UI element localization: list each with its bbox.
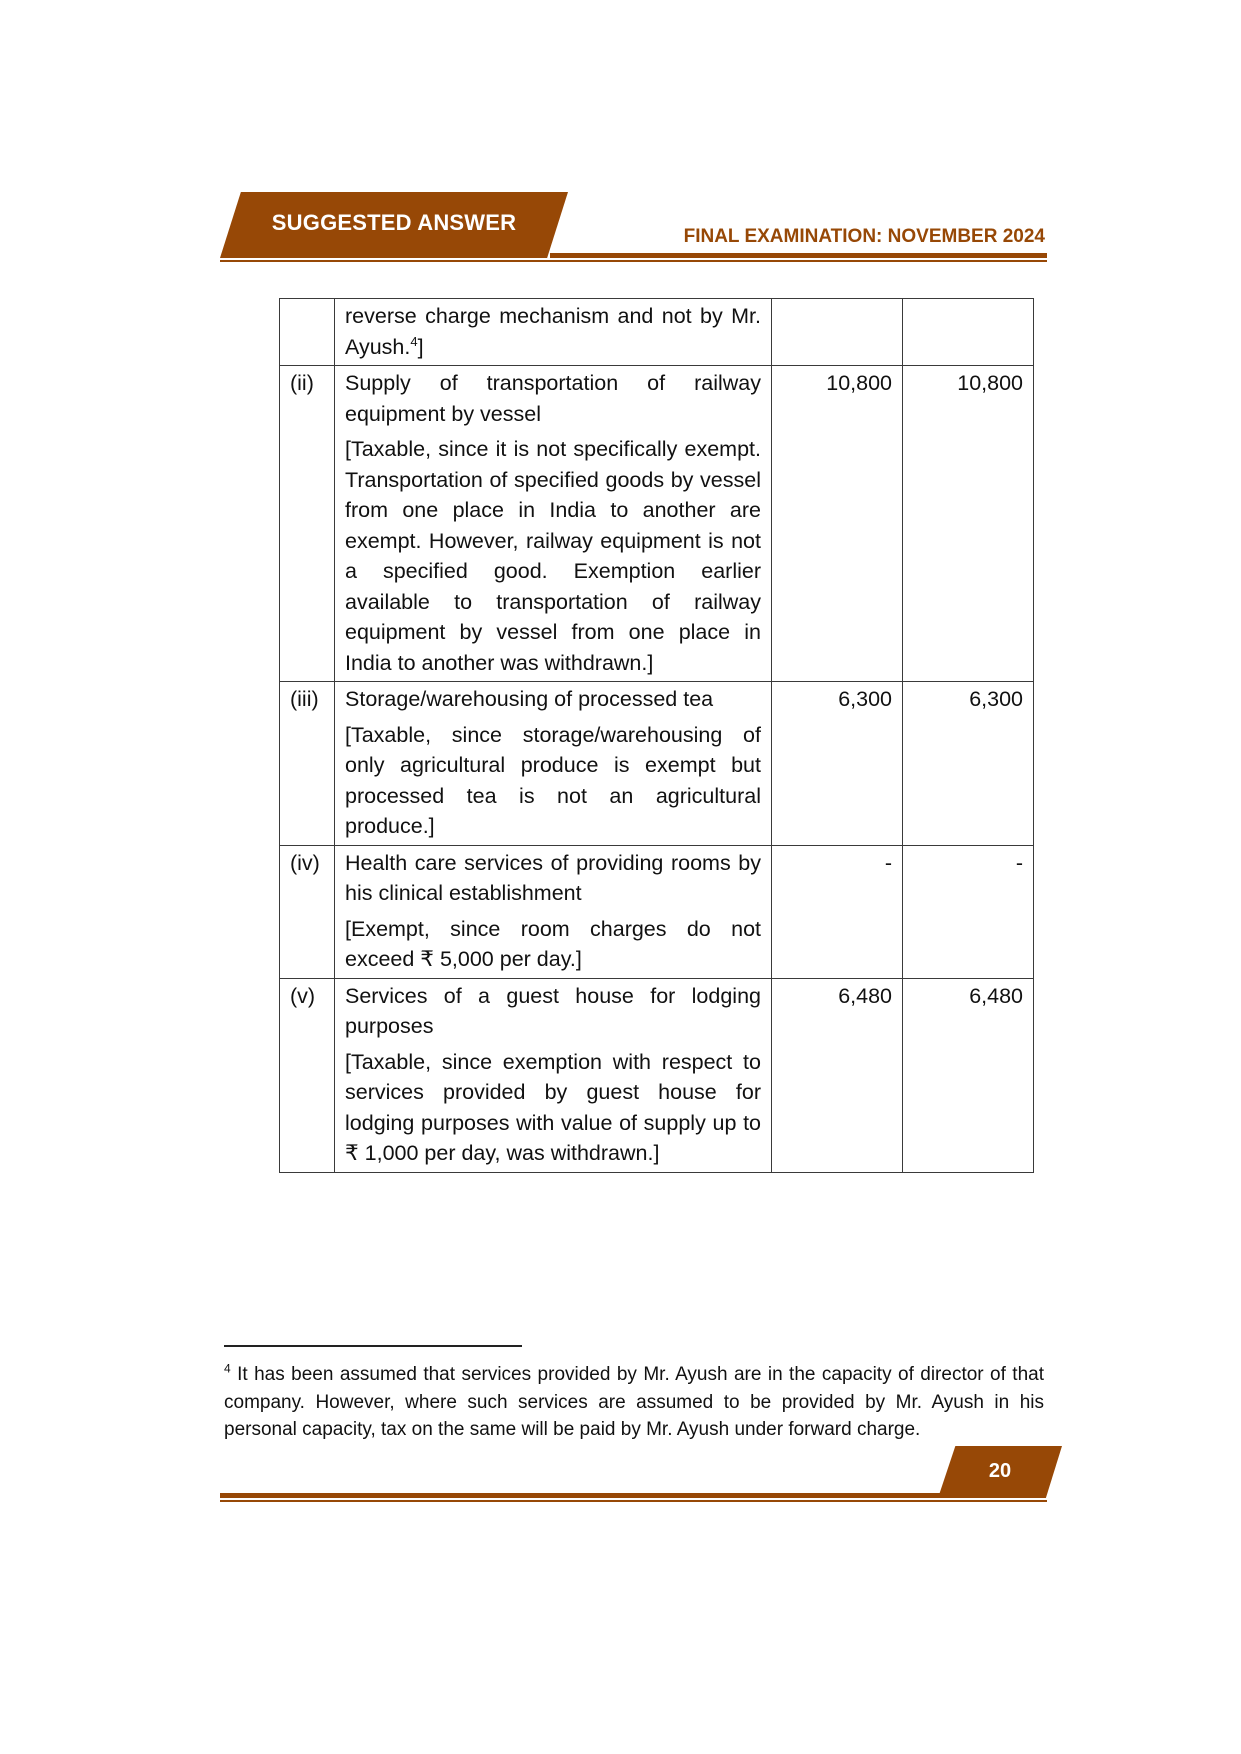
- exam-title: FINAL EXAMINATION: NOVEMBER 2024: [683, 226, 1045, 247]
- footnote: [224, 1361, 1044, 1444]
- item-title: Supply of transportation of railway equipment by vessel: [345, 371, 761, 426]
- item-title: Health care services of providing rooms by his clinical establishment: [345, 850, 761, 905]
- footnote-text: It has been assumed that services provided by Mr. Ayush are in the capacity of director of that company. However, where such services are assumed to be provided by Mr. Ayush in his personal capacity, tax on the same will be paid by Mr. Ayush under forward charge.: [224, 1364, 1044, 1440]
- table-row: [280, 366, 1034, 682]
- description-cell: [335, 366, 772, 682]
- row-number: (iv): [280, 845, 335, 978]
- tax-table: [279, 298, 1034, 1173]
- amount-1: 6,300: [772, 682, 903, 846]
- row-number: (ii): [280, 366, 335, 682]
- amount-1: 10,800: [772, 366, 903, 682]
- description-cell: [335, 682, 772, 846]
- continuation-text: reverse charge mechanism and not by Mr. Ayush.: [345, 304, 761, 359]
- header-rule-thick: [550, 253, 1047, 258]
- footer-rule-thin: [220, 1500, 1047, 1502]
- footnote-marker: 4: [224, 1361, 231, 1376]
- footnote-ref: 4: [410, 333, 418, 349]
- row-number: (v): [280, 978, 335, 1172]
- continuation-closing: ]: [417, 334, 424, 359]
- amount-2: 6,300: [903, 682, 1034, 846]
- item-note: [Taxable, since storage/warehousing of only agricultural produce is exempt but processed tea is not an agricultural produce.]: [345, 722, 761, 838]
- description-cell: [335, 845, 772, 978]
- item-title: Storage/warehousing of processed tea: [345, 687, 714, 711]
- row-number-cell: [280, 299, 335, 366]
- table-row: [280, 299, 1034, 366]
- amount-cell-1: [772, 299, 903, 366]
- footnote-separator: [224, 1345, 522, 1347]
- row-number: (iii): [280, 682, 335, 846]
- header-rule-thin: [220, 260, 1047, 262]
- description-cell: [335, 978, 772, 1172]
- amount-2: 10,800: [903, 366, 1034, 682]
- description-cell: [335, 299, 772, 366]
- table-row: [280, 978, 1034, 1172]
- footer-rule-thick: [220, 1493, 962, 1498]
- item-note: [Taxable, since exemption with respect to services provided by guest house for lodging purposes with value of supply up to ₹ 1,000 per day, was withdrawn.]: [345, 1049, 761, 1165]
- table-row: [280, 845, 1034, 978]
- amount-1: 6,480: [772, 978, 903, 1172]
- item-note: [Exempt, since room charges do not exceed ₹ 5,000 per day.]: [345, 916, 761, 971]
- item-title: Services of a guest house for lodging purposes: [345, 983, 761, 1038]
- amount-cell-2: [903, 299, 1034, 366]
- header-tab-label: SUGGESTED ANSWER: [271, 210, 517, 235]
- amount-2: -: [903, 845, 1034, 978]
- table-row: [280, 682, 1034, 846]
- amount-2: 6,480: [903, 978, 1034, 1172]
- item-note: [Taxable, since it is not specifically exempt. Transportation of specified goods by vessel from one place in India to another are exempt. However, railway equipment is not a specified good. Exemption earlier available to transportation of railway equipment by vessel from one place in India to another was withdrawn.]: [345, 437, 761, 675]
- page-number: 20: [988, 1460, 1012, 1482]
- amount-1: -: [772, 845, 903, 978]
